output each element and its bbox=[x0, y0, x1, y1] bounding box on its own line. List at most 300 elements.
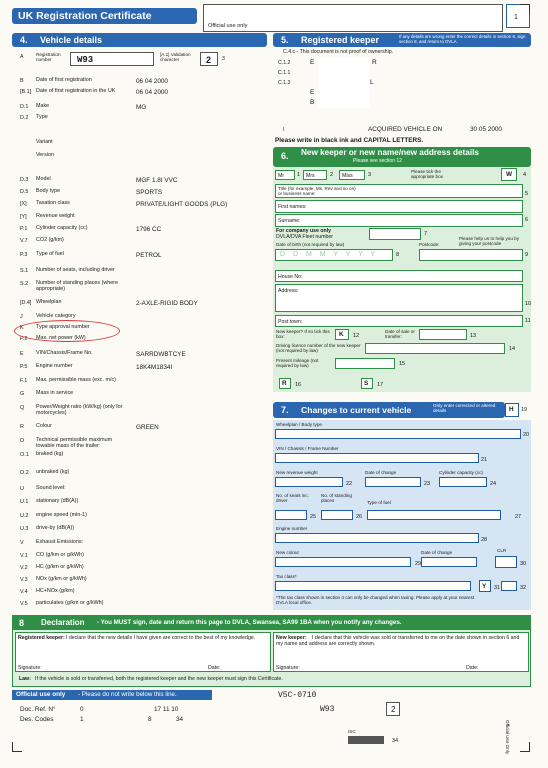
vehicle-row-code: V.1 bbox=[20, 553, 28, 559]
vehicle-row-label: Sound level: bbox=[36, 485, 66, 491]
vehicle-row bbox=[20, 438, 270, 448]
vehicle-row-code: D.2 bbox=[20, 115, 29, 121]
section7-body bbox=[273, 420, 531, 610]
a1-value: 2 bbox=[206, 55, 212, 65]
fleet-field[interactable] bbox=[369, 228, 421, 240]
des-label: Des. Codes bbox=[20, 716, 54, 723]
rev-weight-field[interactable] bbox=[275, 477, 343, 487]
vehicle-row bbox=[20, 153, 270, 163]
n26: 26 bbox=[356, 514, 363, 520]
footer-reg: W93 bbox=[320, 705, 335, 714]
engine-field[interactable] bbox=[275, 533, 479, 543]
footer-page: 2 bbox=[391, 705, 396, 714]
address-field[interactable] bbox=[275, 284, 523, 312]
postcode-label: Postcode: bbox=[419, 242, 440, 247]
footer-official-bar bbox=[12, 690, 212, 700]
n15: 15 bbox=[399, 361, 406, 367]
vehicle-row bbox=[20, 486, 270, 496]
seats-field[interactable] bbox=[275, 510, 307, 520]
vehicle-row-label: HC (g/km or g/kWh) bbox=[36, 564, 84, 570]
vehicle-row-code: U.1 bbox=[20, 499, 29, 505]
vin-field[interactable] bbox=[275, 453, 479, 463]
section5-header bbox=[273, 33, 531, 47]
vehicle-row bbox=[20, 201, 270, 211]
sale-date-field[interactable] bbox=[419, 329, 467, 340]
vehicle-row bbox=[20, 268, 270, 278]
first-names-field[interactable] bbox=[275, 200, 523, 213]
dob-label: Date of birth (not required by law) bbox=[276, 242, 345, 247]
n11: 11 bbox=[525, 318, 531, 324]
h-box bbox=[505, 403, 519, 417]
section5-number: 5. bbox=[281, 35, 289, 45]
reg-keeper-decl: I declare that the new details I have given are correct to the best of my knowledge. bbox=[66, 635, 256, 641]
corner-mark-tr bbox=[520, 4, 530, 14]
official-use-label: Official use only bbox=[208, 23, 248, 29]
date-change-field[interactable] bbox=[365, 477, 421, 487]
law-bold: Law: bbox=[19, 676, 31, 682]
vehicle-row-label: Mass in service bbox=[36, 390, 74, 396]
vehicle-row-code: D.3 bbox=[20, 177, 29, 183]
clr-label: CLR bbox=[497, 548, 507, 553]
section7-title: Changes to current vehicle bbox=[301, 405, 412, 415]
date-change2-label: Date of change bbox=[421, 550, 453, 555]
postcode-help: Please help us to help you by giving your postcode bbox=[459, 236, 520, 246]
header-title: UK Registration Certificate bbox=[18, 10, 152, 22]
standing-label: No. of standing places bbox=[321, 493, 352, 503]
vehicle-row-label: Taxation class bbox=[36, 200, 70, 206]
miss-label: Miss bbox=[342, 173, 353, 179]
section8-header bbox=[13, 616, 530, 630]
vehicle-row-code: [B.1] bbox=[20, 89, 32, 95]
section8-instruction: - You MUST sign, date and return this page to DVLA, Swansea, SA99 1BA when you notify any changes. bbox=[97, 619, 402, 626]
y-label: Y bbox=[482, 583, 487, 590]
vehicle-row-code: S.2 bbox=[20, 281, 29, 287]
vehicle-row-value: 1796 CC bbox=[136, 226, 162, 233]
vehicle-row-code: D.5 bbox=[20, 189, 29, 195]
vehicle-row bbox=[20, 424, 270, 434]
title-business-label: Title (for example, Ms, Rev and so on) or business name: bbox=[278, 186, 356, 196]
n30: 30 bbox=[520, 561, 527, 567]
des-8: 8 bbox=[148, 716, 152, 723]
vehicle-row-label: braked (kg) bbox=[36, 451, 64, 457]
vehicle-row-label: Max. net power (kW) bbox=[36, 335, 86, 341]
vehicle-row bbox=[20, 499, 270, 509]
vehicle-row bbox=[20, 351, 270, 361]
tax-field[interactable] bbox=[275, 581, 471, 591]
vehicle-row bbox=[20, 391, 270, 401]
n7: 7 bbox=[424, 231, 428, 237]
n17: 17 bbox=[377, 382, 384, 388]
n6: 6 bbox=[525, 217, 529, 223]
vehicle-row-label: engine speed (min-1) bbox=[36, 512, 87, 518]
surname-field[interactable] bbox=[275, 214, 523, 227]
vehicle-row-code: O bbox=[20, 438, 25, 444]
fuel-label: Type of fuel bbox=[367, 500, 391, 505]
vehicle-row bbox=[20, 513, 270, 523]
isc-bar bbox=[348, 736, 384, 744]
vehicle-row bbox=[20, 281, 270, 291]
clr-field[interactable] bbox=[495, 556, 517, 568]
section5-title: Registered keeper bbox=[301, 35, 380, 45]
n9: 9 bbox=[525, 252, 529, 258]
doc-ref-date: 17 11 10 bbox=[154, 706, 179, 713]
c4c-note: C.4.c - This document is not proof of ownership. bbox=[283, 49, 394, 55]
vehicle-row bbox=[20, 540, 270, 550]
n13: 13 bbox=[470, 333, 477, 339]
isc-label: ISC bbox=[348, 729, 356, 734]
wheelplan-label: Wheelplan / Body type bbox=[276, 422, 322, 427]
vehicle-row-label: Date of first registration in the UK bbox=[36, 88, 116, 94]
cyl-label: Cylinder capacity (cc) bbox=[439, 470, 483, 475]
cyl-field[interactable] bbox=[439, 477, 487, 487]
n8: 8 bbox=[396, 252, 400, 258]
s-box bbox=[361, 378, 373, 389]
n21: 21 bbox=[481, 457, 488, 463]
engine-label: Engine number bbox=[276, 526, 308, 531]
keeper-name-fragment-2: R bbox=[372, 59, 377, 66]
date-change-label: Date of change bbox=[365, 470, 397, 475]
vehicle-row bbox=[20, 189, 270, 199]
keeper-address-fragment-4: E bbox=[310, 89, 315, 96]
vehicle-row-label: Make bbox=[36, 103, 50, 109]
wheelplan-field[interactable] bbox=[275, 429, 521, 439]
new-keeper-decl: I declare that this vehicle was sold or transferred to me on the date shown in section 6 and my name and address are correctly shown. bbox=[276, 635, 520, 647]
reg-label: Registration number bbox=[36, 52, 61, 62]
vehicle-row bbox=[20, 252, 270, 262]
des-34: 34 bbox=[176, 716, 184, 723]
vehicle-row-label: Power/Weight ratio (kW/kg) (only for motorcycles) bbox=[36, 404, 123, 416]
mrs-label: Mrs bbox=[306, 173, 315, 179]
vehicle-row-label: HC+NOx (g/km) bbox=[36, 588, 75, 594]
colour-label: New colour bbox=[276, 550, 299, 555]
section6-header bbox=[273, 147, 531, 167]
vehicle-row bbox=[20, 378, 270, 388]
section8 bbox=[12, 615, 531, 687]
post-town-field[interactable] bbox=[275, 315, 523, 327]
vehicle-row-label: Wheelplan bbox=[36, 299, 62, 305]
fuel-field[interactable] bbox=[367, 510, 501, 520]
acquired-date: 30 05 2000 bbox=[470, 126, 502, 133]
vehicle-row-code: V.4 bbox=[20, 589, 28, 595]
licence-field[interactable] bbox=[365, 343, 505, 354]
n10: 10 bbox=[525, 301, 532, 307]
mrs-num: 2 bbox=[330, 172, 334, 178]
vehicle-row-code: V.3 bbox=[20, 577, 28, 583]
side-text: Official Use Only bbox=[505, 720, 510, 755]
section7-header bbox=[273, 402, 505, 418]
vehicle-row-code: V.5 bbox=[20, 601, 28, 607]
red-annotation-ellipse bbox=[14, 320, 120, 342]
section8-title: Declaration bbox=[41, 618, 85, 627]
w-num: 4 bbox=[523, 172, 527, 178]
corner-mark-br bbox=[520, 742, 530, 752]
r-box bbox=[279, 378, 291, 389]
vehicle-row bbox=[20, 214, 270, 224]
vehicle-row bbox=[20, 589, 270, 599]
section4-number: 4. bbox=[20, 35, 28, 45]
c11-label: C.1.1 bbox=[278, 70, 291, 76]
sale-label: Date of sale or transfer: bbox=[385, 329, 415, 339]
n29: 29 bbox=[415, 561, 422, 567]
vehicle-row-label: Type approval number bbox=[36, 324, 90, 330]
vehicle-row-label: Exhaust Emissions: bbox=[36, 539, 84, 545]
vehicle-row-value: 18K4M1834I bbox=[136, 364, 173, 371]
section7-number: 7. bbox=[281, 405, 289, 415]
vehicle-row-label: Model bbox=[36, 176, 51, 182]
vehicle-row-label: Vehicle category bbox=[36, 313, 76, 319]
vehicle-row-code: B bbox=[20, 78, 24, 84]
new-keeper-question: New keeper? If so tick this box: bbox=[276, 329, 330, 339]
vehicle-row-value: SPORTS bbox=[136, 189, 163, 196]
vehicle-row-label: Cylinder capacity (cc) bbox=[36, 225, 88, 231]
vehicle-row-value: MGF 1.8I VVC bbox=[136, 177, 178, 184]
section6-number: 6. bbox=[281, 151, 289, 161]
reg-keeper-decl-bold: Registered keeper: bbox=[18, 635, 65, 641]
footer-page-box bbox=[386, 702, 400, 716]
vehicle-row-label: Engine number bbox=[36, 363, 73, 369]
mr-num: 1 bbox=[297, 172, 301, 178]
doc-ref-value: 0 bbox=[80, 706, 84, 713]
redacted-keeper-details bbox=[318, 58, 370, 108]
vehicle-row bbox=[20, 300, 270, 310]
n24: 24 bbox=[490, 481, 497, 487]
vehicle-row bbox=[20, 577, 270, 587]
acquired-label: ACQUIRED VEHICLE ON bbox=[368, 126, 443, 133]
vehicle-row-code: [Y] bbox=[20, 214, 27, 220]
vehicle-row-code: V bbox=[20, 540, 24, 546]
vehicle-row-label: CO2 (g/km) bbox=[36, 237, 64, 243]
vehicle-row-label: Colour bbox=[36, 423, 52, 429]
vehicle-row-label: Number of seats, including driver bbox=[36, 267, 115, 273]
vehicle-row-value: 06 04 2000 bbox=[136, 89, 168, 96]
section4-rows bbox=[0, 0, 280, 620]
y-box bbox=[479, 580, 491, 592]
company-label: For company use only bbox=[276, 228, 332, 234]
vehicle-row-label: VIN/Chassis/Frame No. bbox=[36, 350, 93, 356]
vehicle-row-label: Version bbox=[36, 152, 54, 158]
vehicle-row-label: Max. permissible mass (exc. m/c) bbox=[36, 377, 116, 383]
n16: 16 bbox=[295, 382, 302, 388]
write-note: Please write in black ink and CAPITAL LETTERS. bbox=[275, 137, 424, 144]
vehicle-row bbox=[20, 78, 270, 88]
vehicle-row-label: stationary (dB(A)) bbox=[36, 498, 79, 504]
w-label: W bbox=[506, 171, 513, 178]
vehicle-row-code: S.1 bbox=[20, 268, 29, 274]
reg-value: W93 bbox=[77, 55, 94, 65]
vehicle-row-value: 06 04 2000 bbox=[136, 78, 168, 85]
house-no-label: House No: bbox=[278, 274, 303, 280]
vehicle-row bbox=[20, 405, 270, 415]
vehicle-row-code: R bbox=[20, 424, 24, 430]
vehicle-row-code: O.2 bbox=[20, 470, 29, 476]
c13-label: C.1.3 bbox=[278, 80, 291, 86]
vehicle-row-label: CO (g/km or g/kWh) bbox=[36, 552, 84, 558]
vehicle-row-code: F.1 bbox=[20, 378, 28, 384]
n27: 27 bbox=[515, 514, 522, 520]
vehicle-row-label: unbraked (kg) bbox=[36, 469, 70, 475]
reg-keeper-decl-box bbox=[15, 632, 271, 672]
keeper-address-fragment-5: B bbox=[310, 99, 315, 106]
vehicle-row bbox=[20, 553, 270, 563]
vehicle-row-code: J bbox=[20, 314, 23, 320]
vehicle-row-label: Variant bbox=[36, 139, 53, 145]
mr-label: Mr bbox=[278, 173, 285, 179]
law-text: If the vehicle is sold or transferred, both the registered keeper and the new keeper must sign this Certificate. bbox=[35, 676, 283, 682]
vehicle-row bbox=[20, 526, 270, 536]
page-number: 1 bbox=[514, 14, 518, 21]
n14: 14 bbox=[509, 346, 516, 352]
n22: 22 bbox=[346, 481, 353, 487]
vehicle-row-value: MG bbox=[136, 104, 147, 111]
footer-official-note: - Please do not write below this line. bbox=[78, 691, 177, 698]
vehicle-row bbox=[20, 470, 270, 480]
h-label: H bbox=[509, 406, 514, 413]
vehicle-row-code: [X] bbox=[20, 201, 27, 207]
n28: 28 bbox=[481, 537, 488, 543]
licence-label: Driving licence number of the new keeper (not required by law) bbox=[276, 343, 361, 353]
tax-note: *The tax class shown in section 4 can only be changed when taxing. Please apply at your nearest DVLA local office. bbox=[276, 595, 475, 605]
footer-official-use: Official use only bbox=[16, 691, 66, 698]
n32-field[interactable] bbox=[501, 581, 517, 591]
vehicle-row-value: GREEN bbox=[136, 424, 159, 431]
house-no-field[interactable] bbox=[275, 270, 523, 282]
doc-ref-label: Doc. Ref. N° bbox=[20, 706, 56, 713]
reg-keeper-date-label: Date: bbox=[208, 665, 221, 671]
vehicle-row-code: U.3 bbox=[20, 526, 29, 532]
section6-subtitle: Please see section 12 bbox=[353, 158, 402, 164]
n31: 31 bbox=[494, 585, 501, 591]
standing-field[interactable] bbox=[321, 510, 353, 520]
keeper-name-fragment-3: L bbox=[370, 79, 374, 86]
dob-hint: D D M M Y Y Y Y bbox=[280, 251, 379, 258]
miss-box[interactable] bbox=[339, 170, 365, 180]
vehicle-row bbox=[20, 104, 270, 114]
k-box[interactable] bbox=[335, 329, 349, 340]
vehicle-row-code: P.5 bbox=[20, 364, 28, 370]
n20: 20 bbox=[523, 432, 530, 438]
vehicle-row-code: K bbox=[20, 325, 24, 331]
section5-i: I bbox=[283, 127, 285, 133]
a1-label: [A.1] Validation character bbox=[160, 52, 191, 62]
vehicle-row bbox=[20, 115, 270, 125]
vehicle-row bbox=[20, 238, 270, 248]
title-business-field[interactable] bbox=[275, 184, 523, 198]
mrs-box[interactable] bbox=[303, 170, 327, 180]
vehicle-row-label: Type of fuel bbox=[36, 251, 64, 257]
vehicle-row bbox=[20, 565, 270, 575]
vehicle-row-label: Body type bbox=[36, 188, 60, 194]
reg-keeper-signature-label: Signature: bbox=[18, 665, 42, 671]
section8-number: 8 bbox=[19, 618, 25, 628]
vehicle-row-code: V.2 bbox=[20, 565, 28, 571]
vehicle-row bbox=[20, 364, 270, 374]
new-keeper-signature-label: Signature: bbox=[276, 665, 300, 671]
vehicle-row-value: PRIVATE/LIGHT GOODS (PLG) bbox=[136, 201, 228, 208]
vehicle-row-code: E bbox=[20, 351, 24, 357]
vehicle-row-label: Technical permissible maximum towable mass of the trailer: bbox=[36, 437, 113, 449]
vehicle-row bbox=[20, 601, 270, 611]
mileage-field[interactable] bbox=[335, 358, 395, 369]
new-keeper-decl-box bbox=[273, 632, 529, 672]
vehicle-row-label: particulates (g/km or g/kWh) bbox=[36, 600, 104, 606]
vehicle-row-value: SARRDWBTCYE bbox=[136, 351, 186, 358]
vehicle-row-label: Date of first registration bbox=[36, 77, 92, 83]
new-keeper-decl-bold: New keeper: bbox=[276, 635, 307, 641]
k-label: K bbox=[339, 331, 344, 338]
section7-note: Only enter corrected or altered details bbox=[433, 403, 496, 414]
section5-note: If any details are wrong enter the correct details in section 6, sign section 8, and return to DVLA. bbox=[399, 34, 526, 44]
vehicle-row-code: Q bbox=[20, 405, 25, 411]
vehicle-row-code: U bbox=[20, 486, 24, 492]
date-change2-field[interactable] bbox=[421, 557, 477, 567]
mileage-label: Present mileage (not required by law) bbox=[276, 358, 319, 368]
n19: 19 bbox=[521, 407, 528, 413]
vin-label: VIN / Chassis / Frame Number bbox=[276, 446, 339, 451]
vehicle-row-label: Type bbox=[36, 114, 48, 120]
rev-weight-label: New revenue weight bbox=[276, 470, 318, 475]
footer-n34: 34 bbox=[392, 738, 399, 744]
w-box bbox=[501, 168, 517, 181]
vehicle-row-value: PETROL bbox=[136, 252, 162, 259]
vehicle-row bbox=[20, 226, 270, 236]
address-label: Address: bbox=[278, 288, 299, 294]
vehicle-row-label: Number of standing places (where appropriate) bbox=[36, 280, 119, 292]
section4-title: Vehicle details bbox=[40, 35, 103, 45]
vehicle-row bbox=[20, 89, 270, 99]
keeper-name-fragment-1: E bbox=[310, 59, 315, 66]
corner-mark-bl bbox=[12, 742, 22, 752]
mr-box[interactable] bbox=[275, 170, 295, 180]
miss-num: 3 bbox=[368, 172, 372, 178]
colour-field[interactable] bbox=[275, 557, 411, 567]
vehicle-row bbox=[20, 140, 270, 150]
tick-note: Please tick the appropriate box bbox=[411, 169, 443, 179]
vehicle-row-value: 2-AXLE-RIGID BODY bbox=[136, 300, 198, 307]
vehicle-row-code: [D.4] bbox=[20, 300, 32, 306]
fleet-label: DVLA/DVA Fleet number bbox=[276, 234, 333, 240]
vehicle-row-label: Revenue weight bbox=[36, 213, 75, 219]
new-keeper-date-label: Date: bbox=[466, 665, 479, 671]
surname-label: Surname: bbox=[278, 218, 301, 224]
vehicle-row-code: U.2 bbox=[20, 513, 29, 519]
post-town-label: Post town: bbox=[278, 319, 303, 325]
s-label: S bbox=[364, 380, 369, 387]
first-names-label: First names: bbox=[278, 204, 307, 210]
section6-body bbox=[273, 167, 531, 392]
n32: 32 bbox=[520, 585, 527, 591]
a1-num: 3 bbox=[222, 56, 225, 62]
vehicle-row-code: P.2 bbox=[20, 336, 28, 342]
vehicle-row-label: drive-by (dB(A)) bbox=[36, 525, 75, 531]
reg-code: A bbox=[20, 54, 24, 60]
n5: 5 bbox=[525, 191, 529, 197]
vehicle-row-code: V.7 bbox=[20, 238, 28, 244]
vehicle-row-code: P.1 bbox=[20, 226, 28, 232]
vehicle-row bbox=[20, 452, 270, 462]
dob-field[interactable] bbox=[275, 249, 393, 261]
c12-label: C.1.2 bbox=[278, 60, 291, 66]
n25: 25 bbox=[310, 514, 317, 520]
vehicle-row-code: G bbox=[20, 391, 25, 397]
r-label: R bbox=[282, 380, 287, 387]
des-1: 1 bbox=[80, 716, 84, 723]
section6-title: New keeper or new name/new address details bbox=[301, 148, 479, 157]
vehicle-row-label: NOx (g/km or g/kWh) bbox=[36, 576, 87, 582]
n12: 12 bbox=[353, 333, 360, 339]
tax-label: Tax class* bbox=[276, 574, 297, 579]
postcode-field[interactable] bbox=[419, 249, 523, 261]
vehicle-row-code: P.3 bbox=[20, 252, 28, 258]
